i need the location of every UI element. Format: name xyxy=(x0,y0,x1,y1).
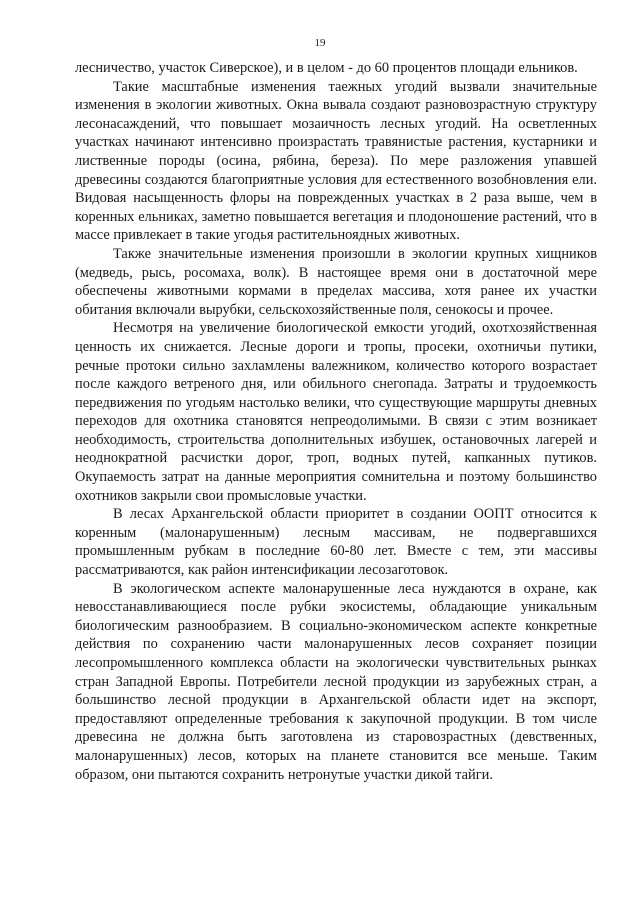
paragraph-ecological-aspect: В экологическом аспекте малонарушенные леса нуждаются в охране, как невосстанавливающиеся после рубки экосистемы, обладающие уникальным биологическим разнообразием. В социально-экономическом аспекте конкретные действия по сохранению части малонарушенных лесов сохраняет позиции лесопромышленного комплекса области на экологически чувствительных рынках стран Западной Европы. Потребители лесной продукции из зарубежных стран, а большинство лесной продукции в Архангельской области идет на экспорт, предоставляют определенные требования к закупочной продукции. В том числе древесина не должна быть заготовлена из старовозрастных (девственных, малонарушенных) лесов, которых на планете становится все меньше. Таким образом, они пытаются сохранить нетронутые участки дикой тайги. xyxy=(75,580,597,783)
page-number: 19 xyxy=(314,37,326,49)
paragraph-continuation: лесничество, участок Сиверское), и в целом - до 60 процентов площади ельников. xyxy=(75,60,578,76)
paragraph-forest-changes: Такие масштабные изменения таежных угодий вызвали значительные изменения в экологии животных. Окна вывала создают разновозрастную структуру лесонасаждений, что повышает мозаичность лесных угодий. На осветленных участках начинают интенсивно произрастать травянистые растения, кустарники и лиственные породы (осина, рябина, береза). По мере разложения упавшей древесины создаются благоприятные условия для естественного возобновления ели. Видовая насыщенность флоры на поврежденных участках в 2 раза выше, чем в коренных ельниках, заметно повышается вегетация и плодоношение растений, что в массе привлекает в такие угодья растительноядных животных. xyxy=(75,78,597,244)
paragraph-hunting-value: Несмотря на увеличение биологической емкости угодий, охотхозяйственная ценность их снижается. Лесные дороги и тропы, просеки, охотничьи путики, речные протоки сильно захламлены валежником, количество которого возрастает после каждого ветреного дня, или обильного снегопада. Затраты и трудоемкость передвижения по угодьям настолько велики, что существующие маршруты дневных переходов для охотника становятся непреодолимыми. В связи с этим возникает необходимость, строительства дополнительных избушек, остановочных лагерей и неоднократной расчистки дорог, троп, водных путей, капканных путиков. Окупаемость затрат на данные мероприятия сомнительна и поэтому большинство охотников закрыли свои промысловые участки. xyxy=(75,320,597,504)
paragraph-predators: Также значительные изменения произошли в экологии крупных хищников (медведь, рысь, росомаха, волк). В настоящее время они в достаточной мере обеспечены животными кормами в пределах массива, хотя ранее их участки обитания включали вырубки, сельскохозяйственные поля, сенокосы и прочее. xyxy=(75,245,597,318)
paragraph-protected-areas: В лесах Архангельской области приоритет в создании ООПТ относится к коренным (малонарушенным) лесным массивам, не подвергавшихся промышленным рубкам в последние 60-80 лет. Вместе с тем, эти массивы рассматриваются, как район интенсификации лесозаготовок. xyxy=(75,506,597,579)
body-text xyxy=(75,59,597,784)
